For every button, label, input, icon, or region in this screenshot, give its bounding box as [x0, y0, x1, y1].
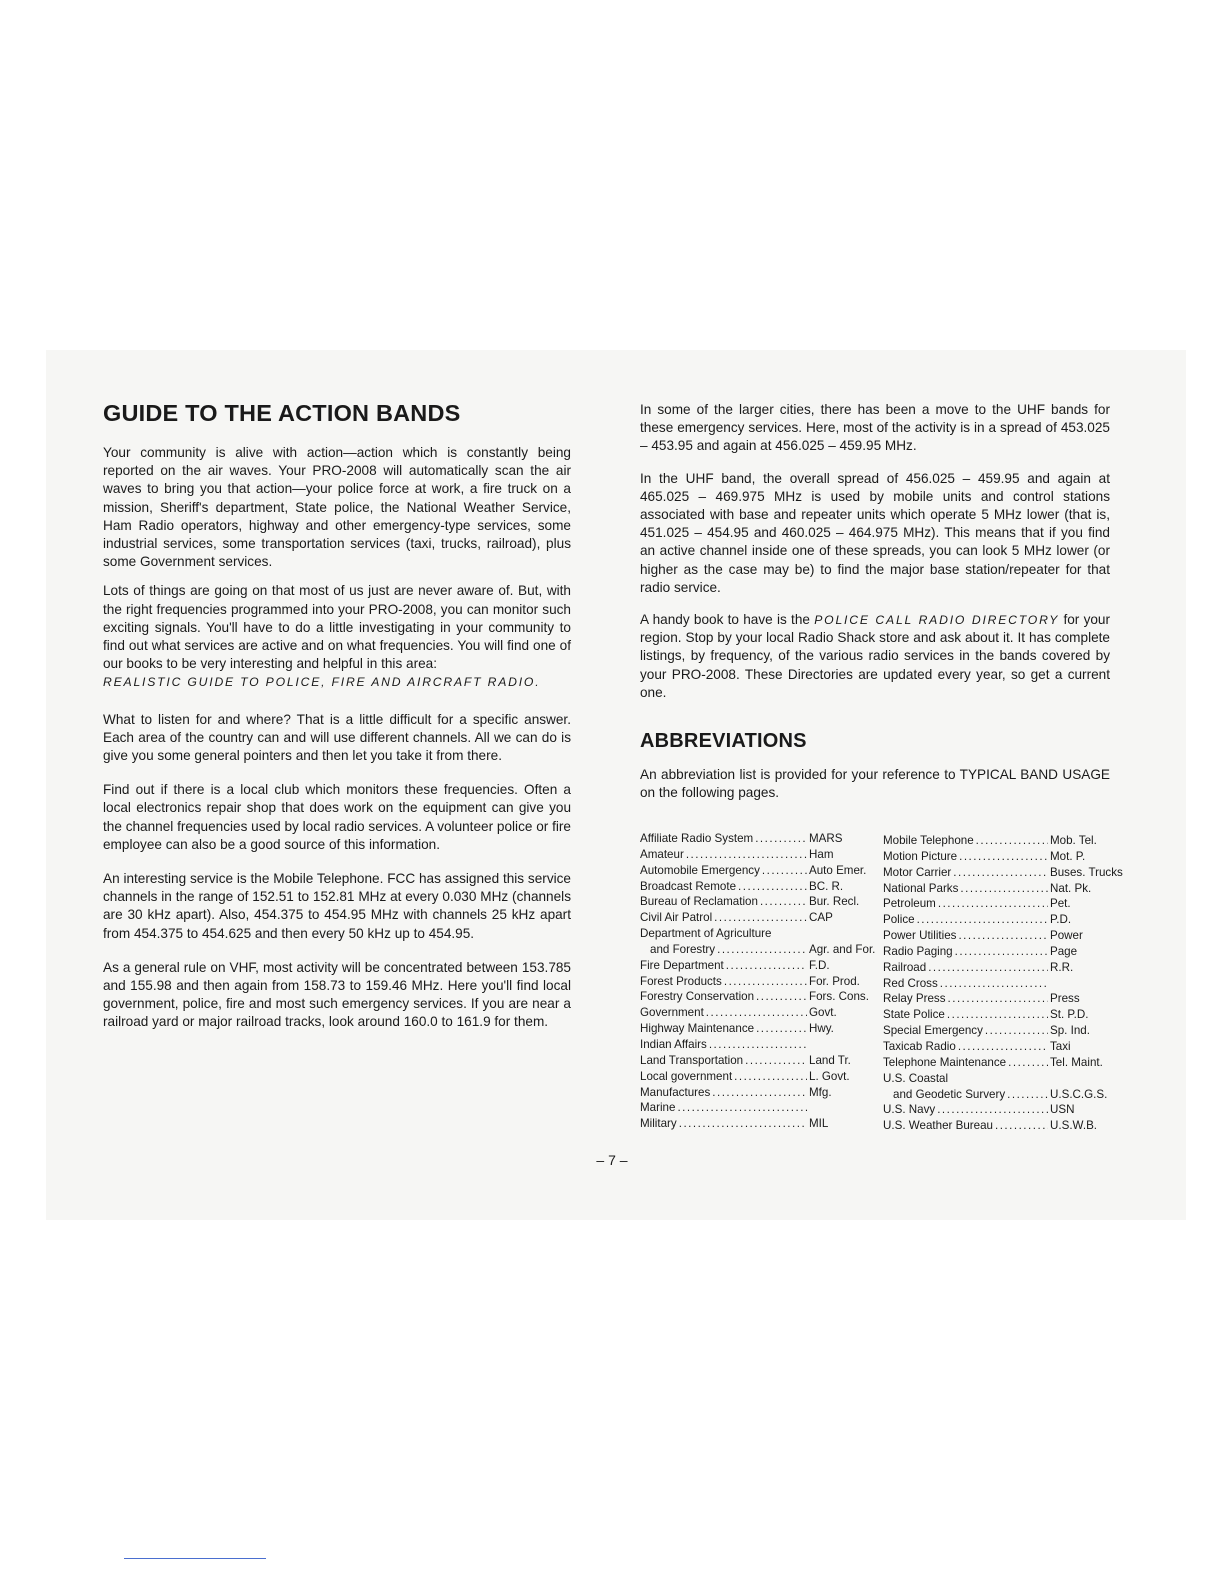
abbreviation-term	[640, 847, 807, 863]
abbreviation-row	[883, 976, 1140, 992]
abbreviations-heading: ABBREVIATIONS	[640, 730, 807, 753]
abbreviation-term-text: Affiliate Radio System	[640, 832, 754, 845]
leader-dots	[993, 1118, 1048, 1134]
abbreviation-code: R.R.	[1050, 960, 1074, 974]
abbreviation-code: Mot. P.	[1050, 849, 1086, 863]
abbreviations-intro: An abbreviation list is provided for your reference to TYPICAL BAND USAGE on the following pages.	[640, 767, 1110, 801]
abbreviation-code: For. Prod.	[809, 974, 860, 988]
leader-dots	[946, 991, 1049, 1007]
abbreviation-term	[883, 881, 1048, 897]
abbreviation-row	[640, 974, 880, 990]
abbreviation-term-text: Mobile Telephone	[883, 834, 974, 847]
abbreviation-row	[640, 1053, 880, 1069]
leader-dots	[732, 1069, 807, 1085]
abbreviation-code: Pet.	[1050, 897, 1071, 911]
leader-dots	[953, 944, 1048, 960]
leader-dots	[724, 958, 807, 974]
abbreviation-term-text: and Forestry	[650, 942, 716, 956]
abbreviation-term-text: Fire Department	[640, 958, 724, 972]
abbreviation-term	[883, 912, 1048, 928]
abbreviation-code: U.S.W.B.	[1050, 1119, 1098, 1133]
abbreviation-row	[640, 958, 880, 974]
leader-dots	[675, 1100, 807, 1116]
abbreviation-row	[883, 1118, 1140, 1134]
leader-dots	[760, 863, 807, 879]
leader-dots	[958, 881, 1048, 897]
abbreviation-row	[883, 1102, 1140, 1118]
leader-dots	[956, 1039, 1048, 1055]
book-reference-police-call: POLICE CALL RADIO DIRECTORY	[814, 613, 1060, 628]
abbreviation-term-text: Highway Maintenance	[640, 1022, 755, 1036]
abbreviation-code: P.D.	[1050, 913, 1072, 927]
abbreviation-term	[883, 1087, 1048, 1103]
abbreviation-code: Sp. Ind.	[1050, 1024, 1090, 1038]
abbreviation-term-text: Special Emergency	[883, 1024, 983, 1038]
abbreviation-code: St. P.D.	[1050, 1008, 1089, 1022]
abbreviation-code: Press	[1050, 992, 1080, 1006]
abbreviation-term-text: Government	[640, 1006, 704, 1020]
link-underline	[124, 1558, 266, 1559]
paragraph-uhf-band: In the UHF band, the overall spread of 456.025 – 459.95 and again at 465.025 – 469.975 MHz is used by mobile units and control stations associated with base and repeater units which operate 5 MHz lower (that is, 451.025 – 454.95 and 460.025 – 464.975 MHz). This means that if you find an active channel inside one of these spreads, you can look 5 MHz lower (or higher as the case may be) to find the major base station/repeater for that radio service.	[640, 470, 1110, 595]
abbreviation-term	[640, 1021, 807, 1037]
abbreviation-term	[640, 1100, 807, 1116]
abbreviation-term-text: State Police	[883, 1008, 945, 1022]
abbreviation-row	[640, 1100, 880, 1116]
abbreviation-term	[640, 926, 807, 942]
abbreviation-term	[640, 879, 807, 895]
abbreviation-code: MIL	[809, 1117, 829, 1131]
abbreviation-term-text: U.S. Coastal	[883, 1071, 949, 1085]
abbreviation-row	[883, 833, 1140, 849]
abbreviation-row	[640, 910, 880, 926]
leader-dots	[712, 910, 807, 926]
abbreviation-column-1	[640, 831, 880, 1132]
abbreviation-term	[883, 1055, 1048, 1071]
abbreviation-row	[883, 991, 1140, 1007]
abbreviation-code: Mfg.	[809, 1085, 832, 1099]
paragraph-what-to-listen: What to listen for and where? That is a little difficult for a specific answer. Each area of the country can and will use different channels. All we can do is give you some general pointers and then let you take it from there.	[103, 711, 571, 764]
abbreviation-code: Ham	[809, 847, 834, 861]
abbreviation-term	[640, 831, 807, 847]
leader-dots	[754, 989, 807, 1005]
abbreviation-code: Auto Emer.	[809, 863, 867, 877]
abbreviation-row	[640, 894, 880, 910]
leader-dots	[936, 896, 1048, 912]
abbreviation-term	[883, 1039, 1048, 1055]
abbreviation-row	[640, 879, 880, 895]
abbreviation-column-2	[883, 833, 1140, 1134]
abbreviation-term-text: Police	[883, 913, 915, 927]
abbreviation-term-text: Amateur	[640, 847, 684, 861]
abbreviation-term	[640, 1037, 807, 1053]
abbreviation-row	[640, 1085, 880, 1101]
abbreviation-term-text: Broadcast Remote	[640, 879, 737, 893]
leader-dots	[736, 879, 807, 895]
abbreviation-term-text: Relay Press	[883, 992, 946, 1006]
leader-dots	[753, 831, 807, 847]
page-title: GUIDE TO THE ACTION BANDS	[103, 400, 461, 426]
abbreviation-code: F.D.	[809, 958, 830, 972]
abbreviation-code: Taxi	[1050, 1039, 1071, 1053]
leader-dots	[710, 1085, 807, 1101]
leader-dots	[951, 865, 1048, 881]
leader-dots	[771, 926, 807, 942]
abbreviation-term-text: Petroleum	[883, 897, 936, 911]
abbreviation-term-text: U.S. Weather Bureau	[883, 1119, 993, 1133]
abbreviation-row	[883, 881, 1140, 897]
abbreviation-term	[883, 1007, 1048, 1023]
right-column	[640, 401, 1110, 813]
abbreviation-row	[883, 1055, 1140, 1071]
abbreviation-code: Tel. Maint.	[1050, 1055, 1103, 1069]
abbreviation-term	[640, 974, 807, 990]
abbreviation-row	[883, 960, 1140, 976]
abbreviation-row	[640, 1037, 880, 1053]
leader-dots	[915, 912, 1048, 928]
abbreviation-row	[883, 1039, 1140, 1055]
abbreviation-row	[640, 847, 880, 863]
page-number: – 7 –	[596, 1152, 628, 1168]
abbreviation-code: L. Govt.	[809, 1069, 850, 1083]
paragraph-uhf-move: In some of the larger cities, there has been a move to the UHF bands for these emergency services. Here, most of the activity is in a spread of 453.025 – 453.95 and again at 456.025 – 459.95 MHz.	[640, 402, 1110, 454]
leader-dots	[1006, 1055, 1048, 1071]
abbreviation-code	[807, 1100, 809, 1116]
leader-dots	[704, 1005, 807, 1021]
abbreviation-term-text: Motion Picture	[883, 849, 958, 863]
abbreviation-code: USN	[1050, 1103, 1075, 1117]
abbreviation-row	[640, 1069, 880, 1085]
abbreviation-term-text: Taxicab Radio	[883, 1039, 956, 1053]
abbreviation-code: Mob. Tel.	[1050, 834, 1097, 847]
abbreviation-term-text: Bureau of Reclamation	[640, 895, 758, 909]
abbreviation-term	[640, 1085, 807, 1101]
leader-dots	[743, 1053, 807, 1069]
abbreviation-code: Bur. Recl.	[809, 895, 860, 909]
leader-dots	[938, 976, 1048, 992]
abbreviation-term	[640, 863, 807, 879]
abbreviation-term-text: Military	[640, 1117, 677, 1131]
abbreviation-row	[883, 1023, 1140, 1039]
abbreviation-code: BC. R.	[809, 879, 844, 893]
abbreviation-term-text: National Parks	[883, 881, 959, 895]
abbreviation-term	[883, 1102, 1048, 1118]
abbreviation-term	[883, 896, 1048, 912]
abbreviation-code: Nat. Pk.	[1050, 881, 1092, 895]
abbreviation-row	[883, 849, 1140, 865]
paragraph-handy-book	[640, 611, 1110, 702]
abbreviation-term-text: Marine	[640, 1101, 676, 1115]
abbreviation-term	[640, 989, 807, 1005]
abbreviation-code: Agr. and For.	[809, 942, 876, 956]
leader-dots	[715, 942, 807, 958]
abbreviation-row	[883, 896, 1140, 912]
abbreviation-term	[640, 1053, 807, 1069]
abbreviation-row	[883, 928, 1140, 944]
left-column	[103, 400, 571, 1043]
abbreviation-code: Govt.	[809, 1006, 837, 1020]
abbreviation-row	[883, 1007, 1140, 1023]
abbreviation-row	[640, 1005, 880, 1021]
abbreviation-term-text: Red Cross	[883, 976, 938, 990]
abbreviation-term-text: Civil Air Patrol	[640, 911, 713, 925]
abbreviation-row	[640, 1116, 880, 1132]
abbreviation-term-text: Telephone Maintenance	[883, 1055, 1007, 1069]
abbreviation-term	[883, 991, 1048, 1007]
abbreviation-term-text: Power Utilities	[883, 929, 957, 943]
abbreviation-term	[883, 849, 1048, 865]
abbreviation-row	[640, 1021, 880, 1037]
abbreviation-code: CAP	[809, 911, 833, 925]
abbreviation-row	[640, 926, 880, 942]
abbreviation-term	[883, 944, 1048, 960]
abbreviation-code: Fors. Cons.	[809, 990, 869, 1004]
abbreviation-row	[640, 831, 880, 847]
abbreviation-term	[883, 1118, 1048, 1134]
abbreviation-row	[883, 1087, 1140, 1103]
leader-dots	[758, 894, 807, 910]
abbreviation-term-text: Forestry Conservation	[640, 990, 755, 1004]
leader-dots	[754, 1021, 807, 1037]
abbreviation-term	[640, 1005, 807, 1021]
abbreviation-term	[883, 976, 1048, 992]
abbreviation-code	[807, 926, 809, 942]
abbreviation-term	[883, 960, 1048, 976]
paragraph-vhf-rule: As a general rule on VHF, most activity will be concentrated between 153.785 and 155.98 and then again from 158.73 to 159.46 MHz. Here you'll find local government, police, fire and most such emergency services. If you are near a railroad yard or major railroad tracks, look around 160.0 to 161.9 for them.	[103, 959, 571, 1030]
abbreviation-term	[883, 865, 1048, 881]
abbreviation-row	[883, 912, 1140, 928]
leader-dots	[956, 928, 1048, 944]
abbreviation-term-text: Railroad	[883, 960, 927, 974]
leader-dots	[948, 1071, 1048, 1087]
abbreviation-term	[640, 958, 807, 974]
abbreviation-term-text: Land Transportation	[640, 1053, 744, 1067]
abbreviation-row	[640, 863, 880, 879]
paragraph-mobile-telephone: An interesting service is the Mobile Telephone. FCC has assigned this service channels in the range of 152.51 to 152.81 MHz at every 0.030 MHz (channels are 30 kHz apart). Also, 454.375 to 454.95 MHz with channels 25 kHz apart from 454.375 to 454.625 and then every 50 kHz up to 454.95.	[103, 871, 571, 941]
abbreviation-term	[640, 942, 807, 958]
abbreviation-term	[883, 1023, 1048, 1039]
abbreviation-term-text: Indian Affairs	[640, 1037, 707, 1051]
abbreviation-term-text: Manufactures	[640, 1085, 711, 1099]
abbreviation-code	[807, 1037, 809, 1053]
leader-dots	[677, 1116, 807, 1132]
abbreviation-code: U.S.C.G.S.	[1050, 1087, 1108, 1101]
abbreviation-term	[640, 1069, 807, 1085]
leader-dots	[935, 1102, 1048, 1118]
abbreviation-row	[640, 989, 880, 1005]
leader-dots	[974, 833, 1048, 849]
abbreviation-code: MARS	[809, 832, 843, 845]
abbreviation-term-text: U.S. Navy	[883, 1103, 936, 1117]
book-reference-realistic-guide: REALISTIC GUIDE TO POLICE, FIRE AND AIRCRAFT RADIO.	[103, 675, 541, 690]
abbreviation-term-text: and Geodetic Survery	[893, 1087, 1006, 1101]
abbreviation-code	[1048, 1071, 1050, 1087]
abbreviation-term-text: Radio Paging	[883, 944, 953, 958]
leader-dots	[707, 1037, 807, 1053]
abbreviation-term	[640, 1116, 807, 1132]
abbreviation-term	[883, 1071, 1048, 1087]
abbreviation-row	[883, 1071, 1140, 1087]
abbreviation-term-text: Motor Carrier	[883, 865, 952, 879]
abbreviation-term-text: Forest Products	[640, 974, 722, 988]
abbreviation-term	[640, 894, 807, 910]
abbreviation-term-text: Local government	[640, 1069, 733, 1083]
abbreviation-code: Land Tr.	[809, 1053, 851, 1067]
paragraph-intro: Your community is alive with action—action which is constantly being reported on the air waves. Your PRO-2008 will automatically scan the air waves to bring you that action—your police force at work, a fire truck on a mission, Sheriff's department, State police, the National Weather Service, Ham Radio operators, highway and other emergency-type services, some industrial services, some transportation services (taxi, trucks, railroad), plus some Government services.	[103, 445, 571, 570]
leader-dots	[926, 960, 1048, 976]
abbreviation-row	[640, 942, 880, 958]
paragraph-local-club: Find out if there is a local club which monitors these frequencies. Often a local electronics repair shop that does work on the equipment can give you the channel frequencies used by local radio services. A volunteer police or fire employee can also be a good source of this information.	[103, 782, 571, 852]
leader-dots	[684, 847, 807, 863]
leader-dots	[983, 1023, 1048, 1039]
abbreviation-term	[883, 833, 1048, 849]
leader-dots	[957, 849, 1048, 865]
leader-dots	[945, 1007, 1048, 1023]
abbreviation-row	[883, 865, 1140, 881]
abbreviation-code: Hwy.	[809, 1022, 834, 1036]
abbreviation-term	[640, 910, 807, 926]
abbreviation-code: Page	[1050, 944, 1078, 958]
abbreviation-code: Power	[1050, 929, 1083, 943]
abbreviation-term-text: Automobile Emergency	[640, 863, 760, 877]
handy-book-text-after: for your region. Stop by your local Radio Shack store and ask about it. It has complete listings, by frequency, of the various radio services in the bands covered by your PRO-2008. These Directories are updated every year, so get a current one.	[640, 612, 1111, 700]
abbreviation-code	[1048, 976, 1050, 992]
paragraph-things-going-on-text: Lots of things are going on that most of us just are never aware of. But, with the right frequencies programmed into your PRO-2008, you can monitor such exciting signals. You'll have to do a little investigating in your community to find out what services are active and on what frequencies. You will find one of our books to be very interesting and helpful in this area:	[103, 583, 571, 672]
abbreviation-term-text: Department of Agriculture	[640, 927, 772, 941]
leader-dots	[722, 974, 807, 990]
abbreviation-row	[883, 944, 1140, 960]
handy-book-text-before: A handy book to have is the	[640, 612, 810, 628]
paragraph-things-going-on	[103, 582, 571, 691]
abbreviation-code: Buses. Trucks	[1050, 865, 1123, 879]
abbreviation-term	[883, 928, 1048, 944]
leader-dots	[1005, 1087, 1048, 1103]
